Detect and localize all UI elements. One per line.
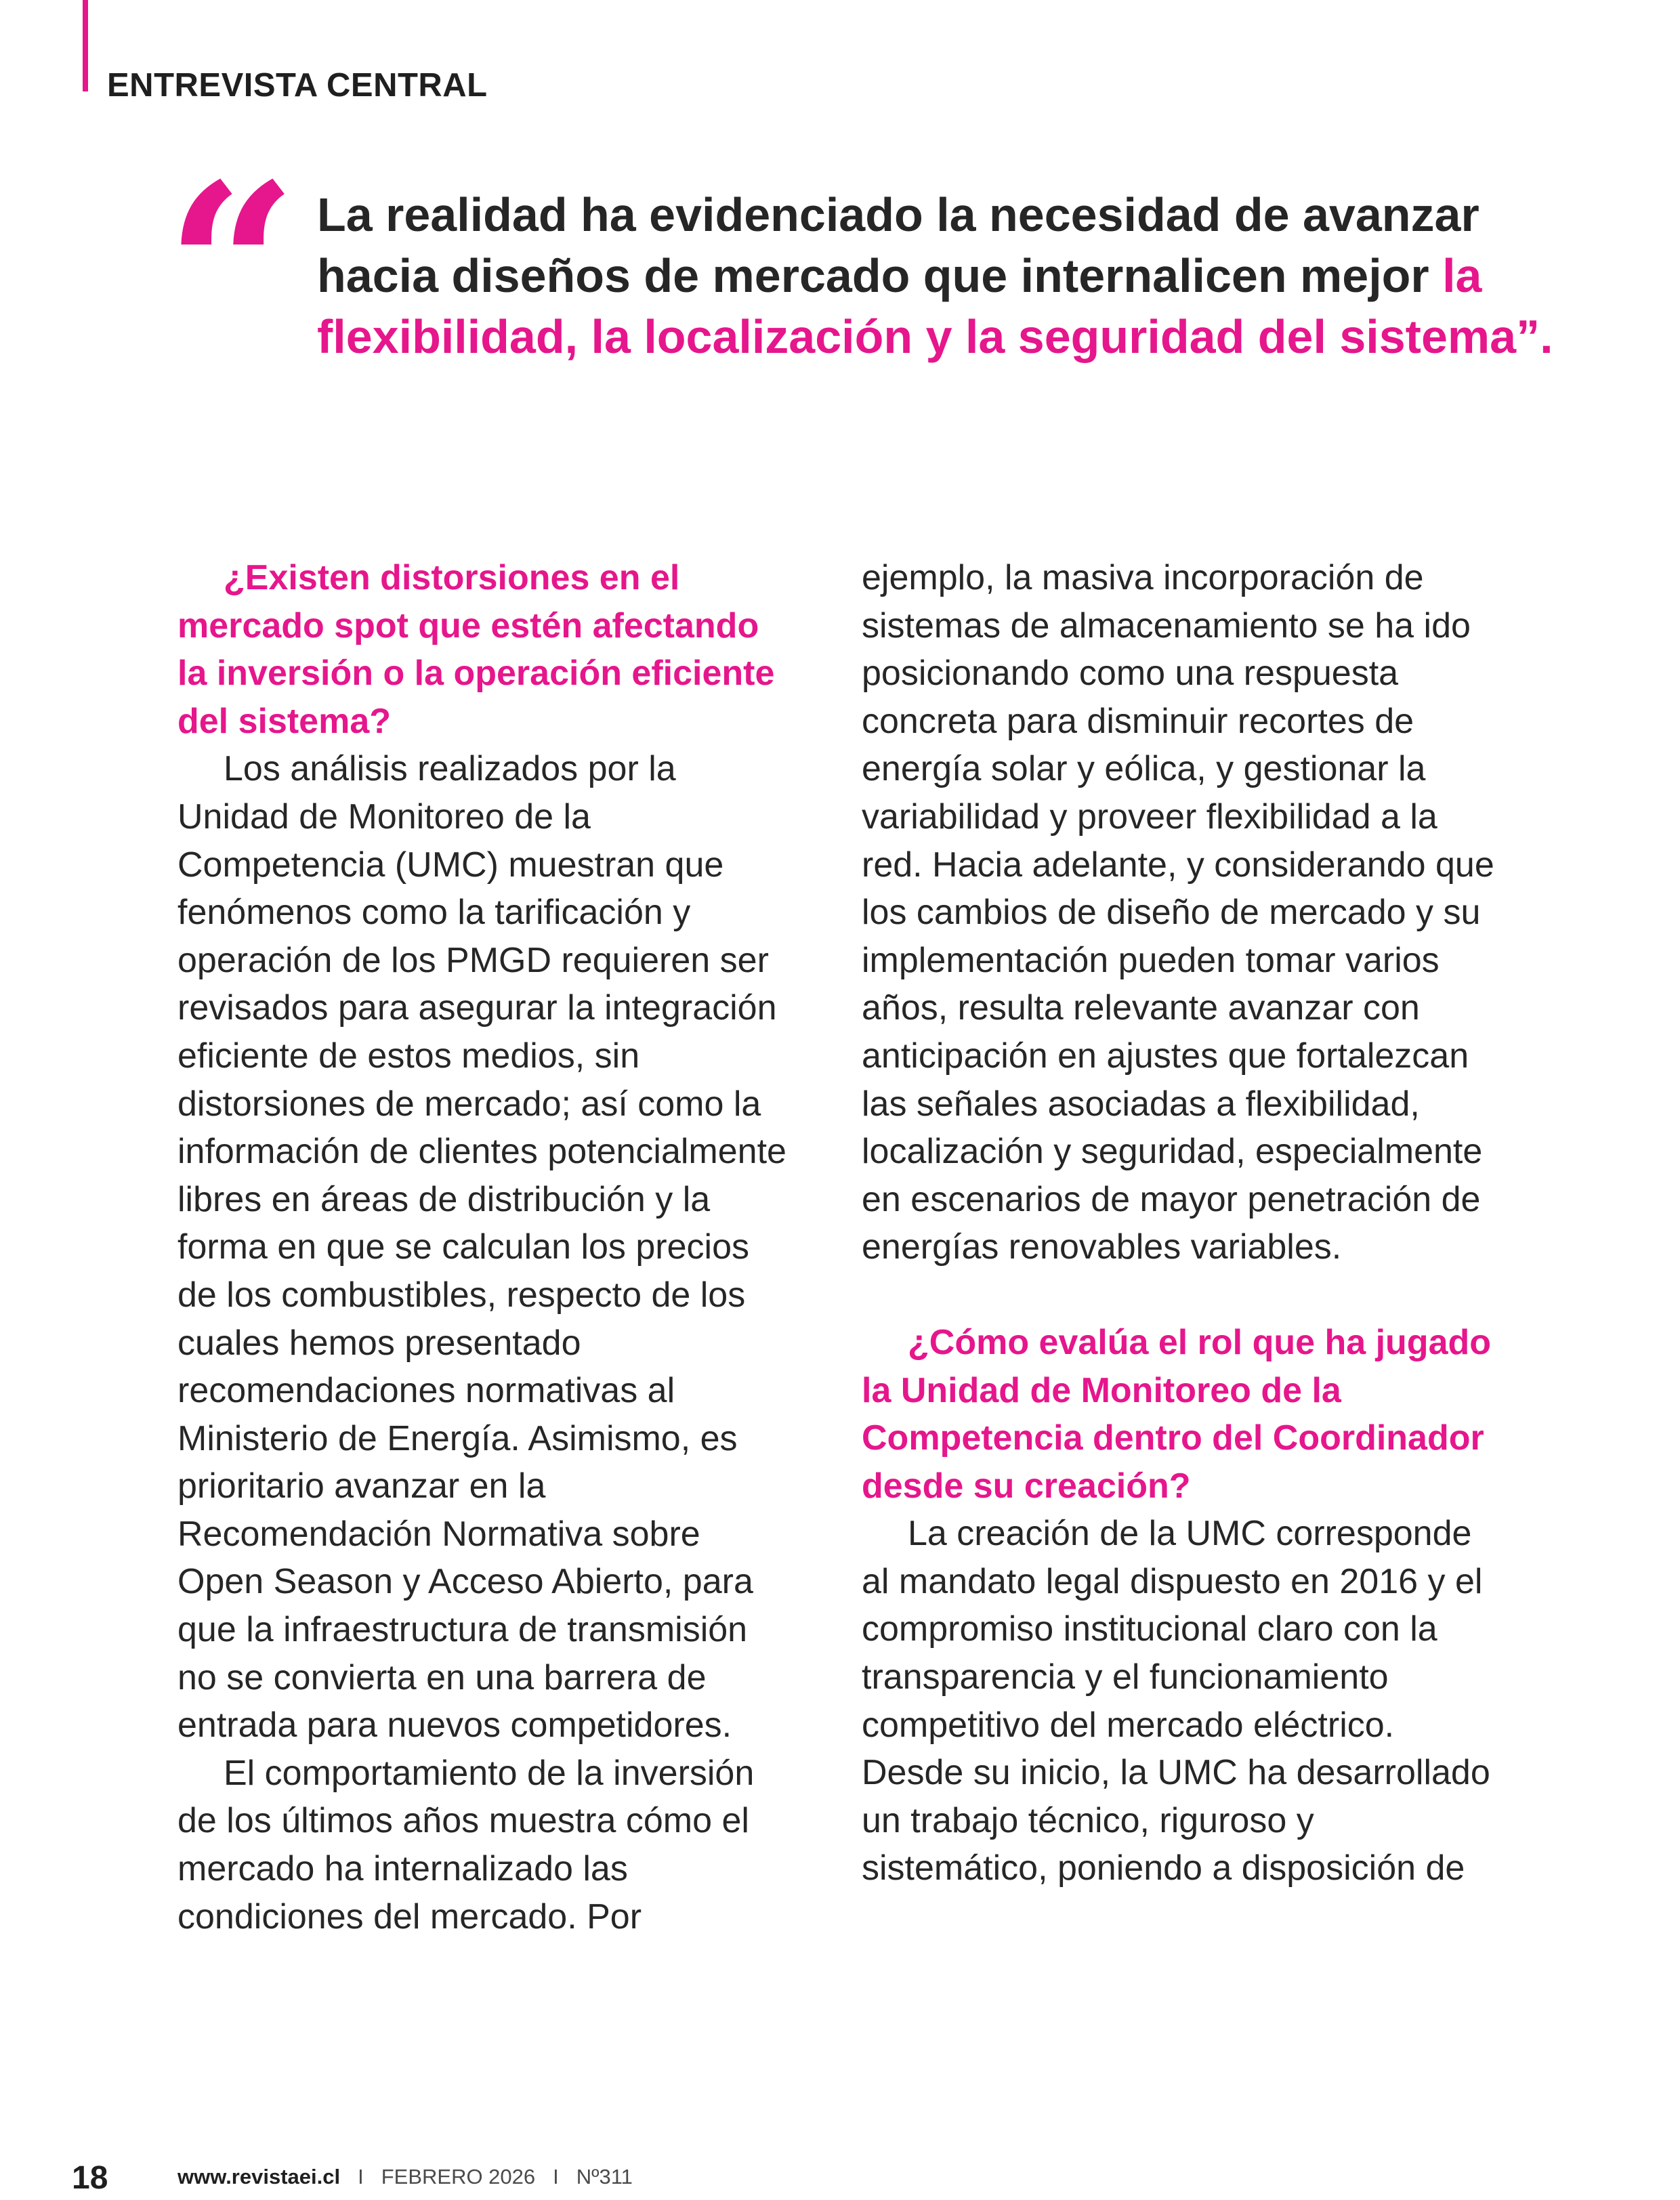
article-column-right [862,554,1495,1892]
footer-issue: Nº311 [576,2165,633,2188]
question-1: ¿Existen distorsiones en el mercado spot que estén afectando la inversión o la operación eficiente del sistema? [177,558,775,741]
article-column-left [177,554,794,1941]
footer [177,2165,633,2189]
answer-1-paragraph-1: Los análisis realizados por la Unidad de Monitoreo de la Competencia (UMC) muestran que fenómenos como la tarificación y operación de los PMGD requieren ser revisados para asegurar la integración eficiente de estos medios, sin distorsiones de mercado; así como la información de clientes potencialmente libres en áreas de distribución y la forma en que se calculan los precios de los combustibles, respecto de los cuales hemos presentado recomendaciones normativas al Ministerio de Energía. Asimismo, es prioritario avanzar en la Recomendación Normativa sobre Open Season y Acceso Abierto, para que la infraestructura de transmisión no se convierta en una barrera de entrada para nuevos competidores. [177,749,786,1746]
footer-separator: I [553,2165,559,2188]
footer-website: www.revistaei.cl [177,2165,341,2188]
answer-1-paragraph-2-start: El comportamiento de la inversión de los últimos años muestra cómo el mercado ha internalizado las condiciones del mercado. Por [177,1753,755,1937]
pull-quote [317,184,1591,367]
pull-quote-text: La realidad ha evidenciado la necesidad de avanzar hacia diseños de mercado que internalicen mejor [317,188,1479,302]
section-label: ENTREVISTA CENTRAL [107,67,488,104]
pull-quote-highlight: la flexibilidad, la localización y la seguridad del sistema”. [317,249,1553,363]
answer-2-paragraph-1: La creación de la UMC corresponde al mandato legal dispuesto en 2016 y el compromiso institucional claro con la transparencia y el funcionamiento competitivo del mercado eléctrico. Desde su inicio, la UMC ha desarrollado un trabajo técnico, riguroso y sistemático, poniendo a disposición de [862,1514,1490,1888]
footer-separator: I [358,2165,364,2188]
quote-mark-icon: “ [165,134,298,404]
section-accent-bar [83,0,88,91]
answer-1-paragraph-2-end: ejemplo, la masiva incorporación de sistemas de almacenamiento se ha ido posicionando como una respuesta concreta para disminuir recortes de energía solar y eólica, y gestionar la variabilidad y proveer flexibilidad a la red. Hacia adelante, y considerando que los cambios de diseño de mercado y su implementación pueden tomar varios años, resulta relevante avanzar con anticipación en ajustes que fortalezcan las señales asociadas a flexibilidad, localización y seguridad, especialmente en escenarios de mayor penetración de energías renovables variables. [862,558,1494,1267]
page-number: 18 [72,2160,108,2196]
question-2: ¿Cómo evalúa el rol que ha jugado la Unidad de Monitoreo de la Competencia dentro del Coordinador desde su creación? [862,1322,1492,1506]
footer-date: FEBRERO 2026 [381,2165,536,2188]
